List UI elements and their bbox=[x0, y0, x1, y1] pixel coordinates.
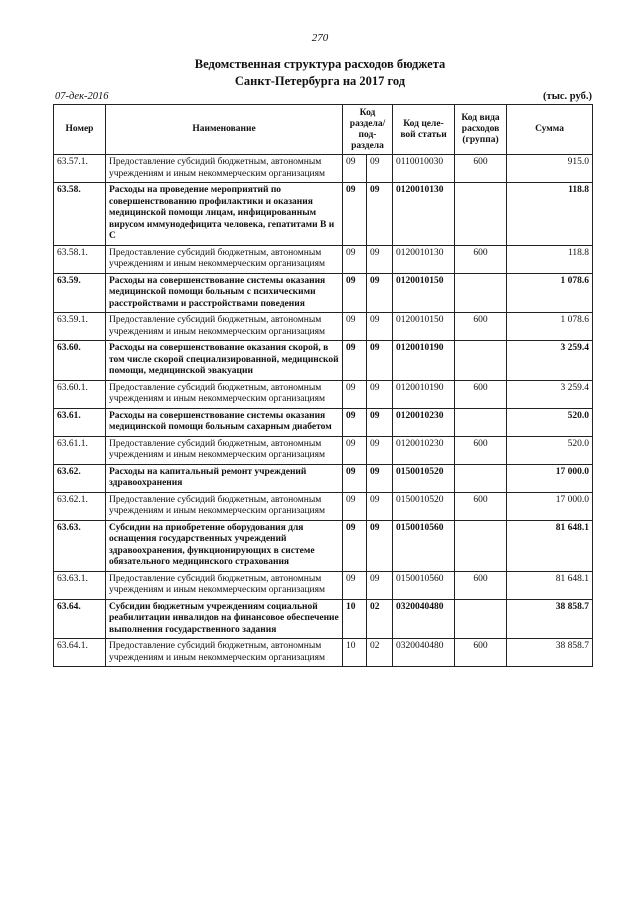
table-row bbox=[54, 520, 593, 571]
row-section: 09 bbox=[343, 245, 367, 273]
row-name: Предоставление субсидий бюджетным, автономным учреждениям и иным некоммерческим организациям bbox=[106, 313, 343, 341]
row-number: 63.59.1. bbox=[54, 313, 106, 341]
row-expense-type: 600 bbox=[455, 245, 507, 273]
table-row bbox=[54, 313, 593, 341]
header-sum: Сумма bbox=[507, 105, 593, 155]
row-sum: 17 000.0 bbox=[507, 464, 593, 492]
row-name: Расходы на совершенствование системы оказания медицинской помощи больным сахарным диабетом bbox=[106, 408, 343, 436]
row-expense-type: 600 bbox=[455, 436, 507, 464]
row-section: 09 bbox=[343, 571, 367, 599]
row-article: 0120010230 bbox=[393, 436, 455, 464]
document-title bbox=[0, 56, 640, 90]
row-number: 63.63. bbox=[54, 520, 106, 571]
document-date: 07-дек-2016 bbox=[55, 91, 109, 102]
row-article: 0150010520 bbox=[393, 492, 455, 520]
row-number: 63.64.1. bbox=[54, 639, 106, 667]
row-subsection: 09 bbox=[367, 155, 393, 183]
row-subsection: 09 bbox=[367, 313, 393, 341]
row-article: 0320040480 bbox=[393, 599, 455, 639]
table-row bbox=[54, 273, 593, 313]
row-expense-type bbox=[455, 408, 507, 436]
row-sum: 17 000.0 bbox=[507, 492, 593, 520]
row-sum: 3 259.4 bbox=[507, 341, 593, 381]
row-article: 0150010560 bbox=[393, 520, 455, 571]
row-subsection: 09 bbox=[367, 341, 393, 381]
row-sum: 38 858.7 bbox=[507, 639, 593, 667]
row-section: 09 bbox=[343, 155, 367, 183]
row-name: Предоставление субсидий бюджетным, автономным учреждениям и иным некоммерческим организациям bbox=[106, 492, 343, 520]
row-subsection: 09 bbox=[367, 492, 393, 520]
row-subsection: 09 bbox=[367, 436, 393, 464]
title-line-1: Ведомственная структура расходов бюджета bbox=[194, 57, 446, 71]
table-row bbox=[54, 245, 593, 273]
row-expense-type bbox=[455, 183, 507, 246]
row-name: Субсидии на приобретение оборудования для оснащения государственных учреждений здравоохранения, функционирующих в системе обязательного медицинского страхования bbox=[106, 520, 343, 571]
row-article: 0320040480 bbox=[393, 639, 455, 667]
row-name: Расходы на совершенствование оказания скорой, в том числе скорой специализированной, медицинской помощи, медицинской эвакуации bbox=[106, 341, 343, 381]
row-expense-type: 600 bbox=[455, 492, 507, 520]
table-row bbox=[54, 639, 593, 667]
header-number: Номер bbox=[54, 105, 106, 155]
table-row bbox=[54, 341, 593, 381]
row-expense-type bbox=[455, 520, 507, 571]
row-section: 09 bbox=[343, 341, 367, 381]
header-name: Наименование bbox=[106, 105, 343, 155]
row-article: 0110010030 bbox=[393, 155, 455, 183]
row-subsection: 09 bbox=[367, 520, 393, 571]
row-subsection: 09 bbox=[367, 571, 393, 599]
header-article: Код целе-вой статьи bbox=[393, 105, 455, 155]
row-expense-type bbox=[455, 599, 507, 639]
row-number: 63.64. bbox=[54, 599, 106, 639]
row-number: 63.61. bbox=[54, 408, 106, 436]
row-section: 09 bbox=[343, 380, 367, 408]
row-number: 63.60.1. bbox=[54, 380, 106, 408]
row-name: Предоставление субсидий бюджетным, автономным учреждениям и иным некоммерческим организациям bbox=[106, 155, 343, 183]
row-sum: 81 648.1 bbox=[507, 520, 593, 571]
row-number: 63.59. bbox=[54, 273, 106, 313]
table-row bbox=[54, 436, 593, 464]
budget-table bbox=[53, 104, 593, 667]
row-name: Предоставление субсидий бюджетным, автономным учреждениям и иным некоммерческим организациям bbox=[106, 436, 343, 464]
row-subsection: 09 bbox=[367, 408, 393, 436]
row-number: 63.57.1. bbox=[54, 155, 106, 183]
header-section: Код раздела/ под-раздела bbox=[343, 105, 393, 155]
row-sum: 81 648.1 bbox=[507, 571, 593, 599]
row-article: 0120010130 bbox=[393, 183, 455, 246]
row-name: Расходы на капитальный ремонт учреждений здравоохранения bbox=[106, 464, 343, 492]
table-row bbox=[54, 408, 593, 436]
row-number: 63.58.1. bbox=[54, 245, 106, 273]
table-row bbox=[54, 571, 593, 599]
row-expense-type bbox=[455, 273, 507, 313]
row-sum: 520.0 bbox=[507, 408, 593, 436]
header-expense-type: Код вида расходов (группа) bbox=[455, 105, 507, 155]
row-sum: 38 858.7 bbox=[507, 599, 593, 639]
units-label: (тыс. руб.) bbox=[543, 91, 592, 102]
row-expense-type: 600 bbox=[455, 380, 507, 408]
row-section: 10 bbox=[343, 599, 367, 639]
row-number: 63.63.1. bbox=[54, 571, 106, 599]
table-body bbox=[54, 155, 593, 667]
row-number: 63.62. bbox=[54, 464, 106, 492]
row-section: 09 bbox=[343, 313, 367, 341]
row-sum: 3 259.4 bbox=[507, 380, 593, 408]
row-section: 09 bbox=[343, 464, 367, 492]
row-number: 63.62.1. bbox=[54, 492, 106, 520]
row-name: Предоставление субсидий бюджетным, автономным учреждениям и иным некоммерческим организациям bbox=[106, 380, 343, 408]
row-expense-type: 600 bbox=[455, 155, 507, 183]
row-article: 0120010230 bbox=[393, 408, 455, 436]
row-sum: 520.0 bbox=[507, 436, 593, 464]
row-expense-type: 600 bbox=[455, 313, 507, 341]
row-section: 09 bbox=[343, 492, 367, 520]
row-section: 09 bbox=[343, 183, 367, 246]
row-name: Предоставление субсидий бюджетным, автономным учреждениям и иным некоммерческим организациям bbox=[106, 571, 343, 599]
row-sum: 1 078.6 bbox=[507, 273, 593, 313]
row-name: Субсидии бюджетным учреждениям социальной реабилитации инвалидов на финансовое обеспечение выполнения государственного задания bbox=[106, 599, 343, 639]
row-section: 09 bbox=[343, 408, 367, 436]
row-section: 10 bbox=[343, 639, 367, 667]
row-section: 09 bbox=[343, 273, 367, 313]
row-subsection: 09 bbox=[367, 183, 393, 246]
row-name: Предоставление субсидий бюджетным, автономным учреждениям и иным некоммерческим организациям bbox=[106, 245, 343, 273]
row-article: 0120010150 bbox=[393, 273, 455, 313]
row-sum: 118.8 bbox=[507, 183, 593, 246]
row-subsection: 09 bbox=[367, 380, 393, 408]
row-sum: 1 078.6 bbox=[507, 313, 593, 341]
table-row bbox=[54, 464, 593, 492]
table-row bbox=[54, 492, 593, 520]
row-subsection: 02 bbox=[367, 639, 393, 667]
row-section: 09 bbox=[343, 436, 367, 464]
row-sum: 118.8 bbox=[507, 245, 593, 273]
row-name: Расходы на совершенствование системы оказания медицинской помощи больным с психическими расстройствами и расстройствами поведения bbox=[106, 273, 343, 313]
row-expense-type: 600 bbox=[455, 639, 507, 667]
row-number: 63.60. bbox=[54, 341, 106, 381]
table-header-row bbox=[54, 105, 593, 155]
row-article: 0150010520 bbox=[393, 464, 455, 492]
table-row bbox=[54, 155, 593, 183]
row-article: 0120010190 bbox=[393, 341, 455, 381]
row-number: 63.58. bbox=[54, 183, 106, 246]
row-article: 0120010190 bbox=[393, 380, 455, 408]
title-line-2: Санкт-Петербурга на 2017 год bbox=[234, 74, 406, 88]
row-subsection: 02 bbox=[367, 599, 393, 639]
row-expense-type bbox=[455, 464, 507, 492]
row-article: 0120010130 bbox=[393, 245, 455, 273]
row-article: 0150010560 bbox=[393, 571, 455, 599]
page-number: 270 bbox=[311, 32, 329, 44]
row-name: Расходы на проведение мероприятий по совершенствованию профилактики и оказания медицинской помощи лицам, инфицированным вирусом иммунодефицита человека, гепатитами В и С bbox=[106, 183, 343, 246]
table-row bbox=[54, 599, 593, 639]
row-article: 0120010150 bbox=[393, 313, 455, 341]
row-name: Предоставление субсидий бюджетным, автономным учреждениям и иным некоммерческим организациям bbox=[106, 639, 343, 667]
table-row bbox=[54, 380, 593, 408]
row-subsection: 09 bbox=[367, 273, 393, 313]
row-section: 09 bbox=[343, 520, 367, 571]
row-number: 63.61.1. bbox=[54, 436, 106, 464]
table-row bbox=[54, 183, 593, 246]
row-subsection: 09 bbox=[367, 245, 393, 273]
row-expense-type bbox=[455, 341, 507, 381]
row-sum: 915.0 bbox=[507, 155, 593, 183]
row-expense-type: 600 bbox=[455, 571, 507, 599]
row-subsection: 09 bbox=[367, 464, 393, 492]
